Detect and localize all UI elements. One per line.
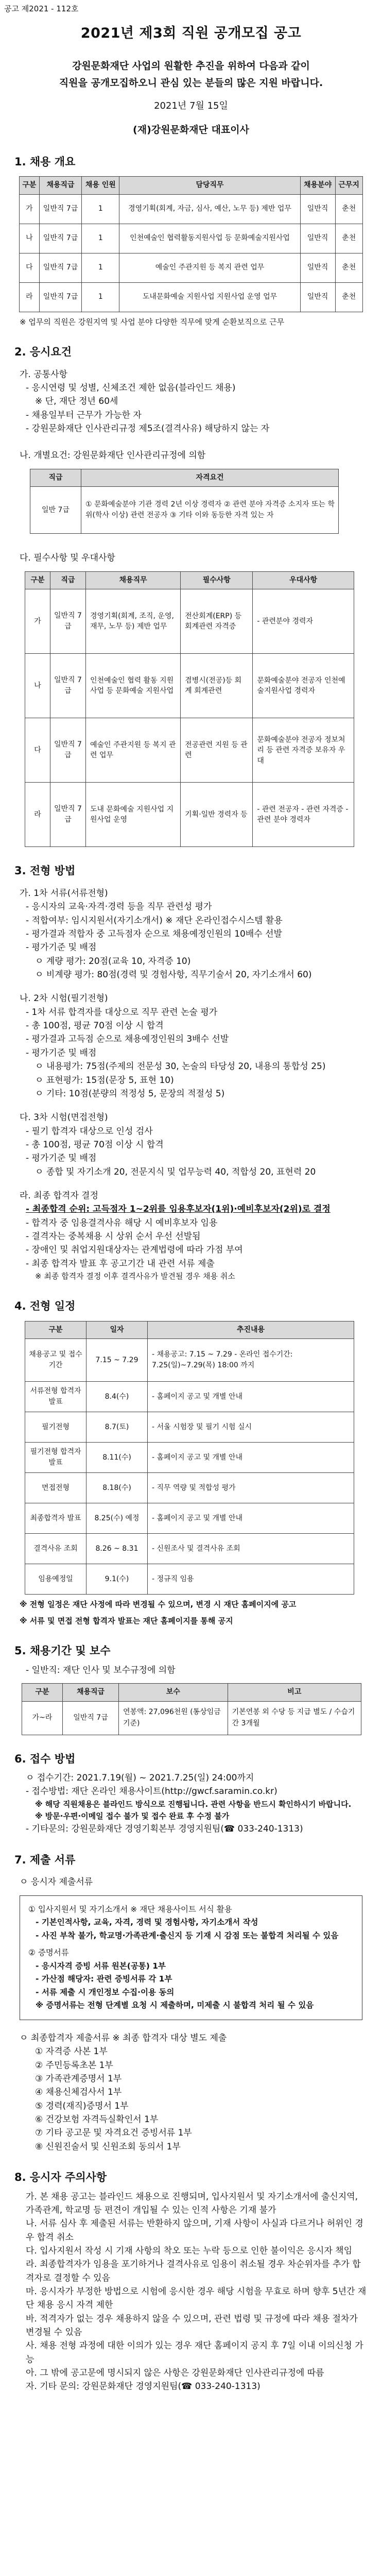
subsection-title: ㅇ 최종합격자 제출서류 ※ 최종 합격자 대상 별도 제출	[20, 2033, 227, 2043]
text-line: - 적합여부: 임시지원서(자기소개서) ※ 재단 온라인접수시스템 활용	[26, 915, 283, 926]
text-line: - 총 100점, 평균 70점 이상 시 합격	[26, 1139, 164, 1150]
table-header: 구분	[20, 177, 40, 195]
table-cell: 1	[82, 253, 119, 282]
text-line: - 총 100점, 평균 70점 이상 시 합격	[26, 1021, 164, 1031]
text-line: - 일반직: 재단 인사 및 보수규정에 의함	[26, 1665, 176, 1675]
table-cell: 도내 문화예술 지원사업 지원사업 운영	[86, 783, 181, 847]
table-cell: 면접전형	[25, 1473, 86, 1503]
table-note: ※ 서류 및 면접 전형 합격자 발표는 재단 홈페이지를 통해 공지	[20, 1616, 233, 1625]
section-title: 8. 응시자 주의사항	[14, 2171, 107, 2184]
box-line: - 가산점 해당자: 관련 증빙서류 각 1부	[36, 1974, 172, 1984]
table-row	[25, 1339, 354, 1382]
notice-number: 공고 제2021 - 112호	[4, 4, 79, 13]
text-line: ㅇ 내용평가: 75점(주제의 전문성 30, 논술의 타당성 20, 내용의 통합성 25)	[35, 1061, 326, 1072]
table-cell: 9.1(수)	[86, 1564, 148, 1595]
recruit-overview-table	[19, 176, 363, 312]
table-header: 비고	[228, 1683, 361, 1701]
text-line: ① 자격증 사본 1부	[35, 2046, 108, 2057]
table-cell: 필기전형	[25, 1412, 86, 1443]
schedule-table	[25, 1321, 354, 1595]
table-cell: 다	[20, 253, 40, 282]
table-cell: 1	[82, 224, 119, 253]
table-row	[25, 1412, 354, 1443]
table-cell: 예술인 주관지원 등 복지 관련 업무	[119, 253, 300, 282]
text-line: ㅇ 비계량 평가: 80점(경력 및 경험사항, 직무기술서 20, 자기소개서 60)	[35, 970, 312, 980]
subsection-title: 가. 1차 서류(서류전형)	[20, 888, 108, 899]
table-header: 추진내용	[148, 1321, 354, 1339]
table-cell: 예술인 주관지원 등 복지 관련 업무	[86, 718, 181, 783]
text-line: ㅇ 기타: 10점(분량의 적정성 5, 문장의 적절성 5)	[35, 1088, 225, 1099]
table-cell: 일반직 7급	[50, 783, 86, 847]
table-cell: 춘천	[335, 224, 362, 253]
table-cell: - 채용공고: 7.15 ~ 7.29 - 온라인 접수기간: 7.25(일)~7.29(목) 18:00 까지	[148, 1339, 354, 1382]
section-title: 7. 제출 서류	[14, 1853, 76, 1866]
text-line: ⑦ 기타 공고문 및 자격요건 증빙서류 1부	[35, 2128, 192, 2139]
table-cell: 라	[25, 783, 50, 847]
subsection-title: 다. 필수사항 및 우대사항	[20, 553, 115, 564]
text-line: 사. 채용 전형 과정에 대한 이의가 있는 경우 재단 홈페이지 공지 후 7일 이내 이의신청 가능	[26, 2341, 363, 2365]
box-line: - 서류 제출 시 개인정보 수집·이용 동의	[36, 1987, 175, 1997]
box-line: ① 입사지원서 및 자기소개서 ※ 재단 채용사이트 서식 활용	[28, 1904, 232, 1914]
table-row	[25, 589, 354, 654]
text-line: 마. 응시자가 부정한 방법으로 시험에 응시한 경우 해당 시험을 무효로 하며 향후 5년간 재단 채용 응시 자격 제한	[26, 2286, 367, 2311]
subsection-title: ㅇ 응시자 제출서류	[20, 1877, 93, 1888]
table-note: ※ 전형 일정은 재단 사정에 따라 변경될 수 있으며, 변경 시 재단 홈페이지에 공고	[20, 1600, 297, 1609]
requirements-table	[25, 571, 354, 848]
table-cell: 8.7(토)	[86, 1412, 148, 1443]
table-cell: 일반직	[300, 194, 335, 224]
table-cell: - 신원조사 및 결격사유 조회	[148, 1534, 354, 1564]
text-line: ④ 채용신체검사서 1부	[35, 2087, 122, 2098]
subsection-title: 가. 공통사항	[20, 369, 67, 380]
text-line: 나. 서류 심사 후 제출된 서류는 반환하지 않으며, 기재 사항이 사실과 다르거나 허위인 경우 합격 취소	[26, 2218, 363, 2243]
table-header: 구분	[22, 1683, 63, 1701]
notice-date: 2021년 7월 15일	[154, 100, 228, 112]
table-row	[25, 1382, 354, 1412]
table-row	[25, 783, 354, 847]
box-line: - 기본인적사항, 교육, 자격, 경력 및 경험사항, 자기소개서 작성	[36, 1918, 258, 1927]
table-header: 담당직무	[119, 177, 300, 195]
table-row	[22, 1701, 361, 1735]
section-title: 1. 채용 개요	[14, 155, 76, 168]
text-line: 다. 입사지원서 작성 시 기재 사항의 착오 또는 누락 등으로 인한 불이익은 응시자 책임	[26, 2246, 353, 2257]
table-cell: 7.15 ~ 7.29	[86, 1339, 148, 1382]
table-header: 보수	[119, 1683, 228, 1701]
table-header: 채용직급	[39, 177, 81, 195]
table-cell: 가	[20, 194, 40, 224]
text-line: ⑥ 건강보험 자격득실확인서 1부	[35, 2114, 159, 2125]
text-line: - 응시연령 및 성별, 신체조건 제한 없음(블라인드 채용)	[26, 383, 236, 394]
section-title: 5. 채용기간 및 보수	[14, 1644, 111, 1657]
table-cell: 필기전형 합격자 발표	[25, 1443, 86, 1473]
table-row	[25, 1534, 354, 1564]
text-line: ※ 단, 재단 정년 60세	[35, 396, 118, 407]
table-cell: - 정규직 임용	[148, 1564, 354, 1595]
table-header: 근무지	[335, 177, 362, 195]
table-cell: 일반직	[300, 224, 335, 253]
table-cell: - 관련분야 경력자	[253, 589, 354, 654]
table-cell: 문화예술분야 전공자 정보처리 등 관련 자격증 보유자 우대	[253, 718, 354, 783]
text-line: - 채용일부터 근무가 가능한 자	[26, 410, 142, 420]
table-cell: - 관련 전공자 - 관련 자격증 - 관련 분야 경력자	[253, 783, 354, 847]
table-cell: ① 문화예술분야 기관 경력 2년 이상 경력자 ② 관련 분야 자격증 소지자 또는 학위(학사 이상) 관련 전공자 ③ 기타 이와 동등한 자격 있는 자	[81, 487, 339, 534]
text-note: ※ 방문·우편·이메일 접수 불가 및 접수 완료 후 수정 불가	[35, 1811, 230, 1821]
table-row	[30, 487, 339, 534]
text-line: - 평가기준 및 배점	[26, 1047, 97, 1058]
table-cell: 춘천	[335, 253, 362, 282]
text-line: - 합격자 중 임용결격사유 해당 시 예비후보자 임용	[26, 1217, 218, 1228]
table-row	[20, 253, 363, 282]
table-cell: 겸병시(전공)등 회계 회계관련	[181, 654, 253, 718]
subsection-title: 라. 최종 합격자 결정	[20, 1190, 98, 1201]
table-cell: 결격사유 조회	[25, 1534, 86, 1564]
table-header-row	[25, 571, 354, 589]
text-line: 아. 그 밖에 공고문에 명시되지 않은 사항은 강원문화재단 인사관리규정에 따름	[26, 2368, 324, 2379]
text-note: ※ 해당 직원채용은 블라인드 방식으로 진행됩니다. 관련 사항을 반드시 확인하시기 바랍니다.	[35, 1799, 352, 1809]
intro-line: 직원을 공개모집하오니 관심 있는 분들의 많은 지원 바랍니다.	[59, 77, 323, 89]
table-row	[25, 1443, 354, 1473]
table-cell: 라	[20, 282, 40, 312]
text-line: - 평가결과 고득점 순으로 채용예정인원의 3배수 선발	[26, 1034, 229, 1045]
table-cell: 기본연봉 외 수당 등 지급 별도 / 수습기간 3개월	[228, 1701, 361, 1735]
table-cell: 일반직 7급	[50, 589, 86, 654]
table-cell: 춘천	[335, 194, 362, 224]
subsection-title: 나. 개별요건: 강원문화재단 인사관리규정에 의함	[20, 450, 206, 461]
text-line: ㅇ 접수기간: 2021.7.19(월) ~ 2021.7.25(일) 24:00까지	[26, 1773, 254, 1784]
table-header-row	[20, 177, 363, 195]
table-cell: 서류전형 합격자 발표	[25, 1382, 86, 1412]
table-row	[25, 1473, 354, 1503]
text-line: ㅇ 표현평가: 15점(문장 5, 표현 10)	[35, 1075, 174, 1086]
text-line: ⑤ 경력(재직)증명서 1부	[35, 2100, 129, 2111]
table-cell: 일반직 7급	[50, 654, 86, 718]
table-header: 채용직급	[63, 1683, 119, 1701]
text-line: - 평가결과 적합자 중 고득점자 순으로 채용예정인원의 10배수 선발	[26, 929, 282, 940]
table-cell: 8.25(수) 예정	[86, 1503, 148, 1534]
text-line: - 필기 합격자 대상으로 인성 검사	[26, 1126, 153, 1137]
text-line: 라. 최종합격자가 임용을 포기하거나 결격사유로 임용이 취소될 경우 차순위자를 추가 합격자로 결정할 수 있음	[26, 2259, 361, 2283]
text-line: - 평가기준 및 배점	[26, 942, 97, 953]
section-title: 4. 전형 일정	[14, 1300, 76, 1313]
table-cell: 연봉액: 27,096천원 (통상임금 기준)	[119, 1701, 228, 1735]
text-line: ㅇ 종합 및 자기소개 20, 전문지식 및 업무능력 40, 적합성 20, 표현력 20	[35, 1166, 316, 1177]
table-cell: 8.4(수)	[86, 1382, 148, 1412]
section-title: 6. 접수 방법	[14, 1752, 76, 1765]
text-line: ⑧ 신원진술서 및 신원조회 동의서 1부	[35, 2141, 181, 2152]
intro-text	[14, 58, 368, 92]
text-line-emphasis: - 최종합격 순위: 고득점자 1~2위를 임용후보자(1위)·예비후보자(2위)로 결정	[26, 1204, 331, 1215]
page-title: 2021년 제3회 직원 공개모집 공고	[80, 25, 302, 41]
table-cell: 일반 7급	[30, 487, 81, 534]
table-cell: 다	[25, 718, 50, 783]
table-cell: - 홈페이지 공고 및 개별 안내	[148, 1443, 354, 1473]
table-cell: 경영기획(회계, 자금, 심사, 예산, 노무 등) 제반 업무	[119, 194, 300, 224]
table-header: 자격요건	[81, 469, 339, 487]
text-line: - 응시자의 교육·자격·경력 등을 직무 관련성 평가	[26, 902, 212, 912]
table-cell: 일반직	[300, 282, 335, 312]
table-cell: - 서울 시험장 및 필기 시험 실시	[148, 1412, 354, 1443]
box-line: ※ 증명서류는 전형 단계별 요청 시 제출하며, 미제출 시 불합격 처리 될 수 있음	[36, 2001, 314, 2010]
table-cell: 인천예술인 협력 활동 지원사업 등 문화예술 지원사업	[86, 654, 181, 718]
table-header: 채용 인원	[82, 177, 119, 195]
text-line: - 강원문화재단 인사관리규정 제5조(결격사유) 해당하지 않는 자	[26, 423, 270, 434]
table-header: 필수사항	[181, 571, 253, 589]
table-header: 직급	[30, 469, 81, 487]
table-header-row	[25, 1321, 354, 1339]
box-line: - 사진 부착 불가, 학교명·가족관계·출신지 등 기재 시 감점 또는 불합격 처리될 수 있음	[36, 1930, 339, 1940]
table-cell: 1	[82, 194, 119, 224]
table-row	[20, 282, 363, 312]
table-header: 일자	[86, 1321, 148, 1339]
text-line: 바. 적격자가 없는 경우 채용하지 않을 수 있으며, 관련 법령 및 규정에 따라 채용 절차가 변경될 수 있음	[26, 2313, 358, 2338]
table-cell: 가	[25, 589, 50, 654]
text-line: - 접수방법: 재단 온라인 채용사이트(http://gwcf.saramin.co.kr)	[26, 1786, 277, 1797]
table-cell: 전산회계(ERP) 등 회계관련 자격증	[181, 589, 253, 654]
section-title: 2. 응시요건	[14, 346, 72, 359]
salary-table	[22, 1683, 361, 1735]
table-cell: 경영기획(회계, 조직, 운영, 재무, 노무 등) 제반 업무	[86, 589, 181, 654]
text-line: - 기타문의: 강원문화재단 경영기획본부 경영지원팀(☎ 033-240-1313)	[26, 1824, 303, 1835]
table-cell: 일반직 7급	[39, 224, 81, 253]
table-header: 우대사항	[253, 571, 354, 589]
text-line: - 결격자는 중복채용 시 상위 순서 우선 선발됨	[26, 1231, 201, 1242]
table-header-row	[30, 469, 339, 487]
text-line: ㅇ 계량 평가: 20점(교육 10, 자격증 10)	[35, 956, 191, 967]
eligibility-table	[30, 469, 339, 534]
table-cell: 8.18(수)	[86, 1473, 148, 1503]
documents-box	[20, 1895, 362, 2021]
text-line: ③ 가족관계증명서 1부	[35, 2074, 122, 2084]
table-cell: 춘천	[335, 282, 362, 312]
table-header: 구분	[25, 1321, 86, 1339]
table-cell: 1	[82, 282, 119, 312]
table-header: 채용분야	[300, 177, 335, 195]
table-cell: 일반직	[300, 253, 335, 282]
table-cell: 일반직 7급	[39, 194, 81, 224]
text-line: 가. 본 채용 공고는 블라인드 채용으로 진행되며, 입사지원서 및 자기소개서에 출신지역, 가족관계, 학교명 등 편견이 개입될 수 있는 인적 사항은 기재 불가	[26, 2191, 358, 2215]
table-cell: 8.11(수)	[86, 1443, 148, 1473]
table-cell: 문화예술분야 전공자 인천예술지원사업 경력자	[253, 654, 354, 718]
table-cell: 인천예술인 협력활동지원사업 등 문화예술지원사업	[119, 224, 300, 253]
table-header: 직급	[50, 571, 86, 589]
organization-name: (재)강원문화재단 대표이사	[133, 124, 249, 136]
table-header: 채용직무	[86, 571, 181, 589]
table-cell: 나	[20, 224, 40, 253]
table-cell: - 홈페이지 공고 및 개별 안내	[148, 1503, 354, 1534]
table-cell: 최종합격자 발표	[25, 1503, 86, 1534]
box-line: ② 증명서류	[28, 1948, 69, 1958]
table-cell: 일반직 7급	[63, 1701, 119, 1735]
table-row	[25, 654, 354, 718]
table-row	[25, 1503, 354, 1534]
table-cell: 나	[25, 654, 50, 718]
table-cell: 도내문화예술 지원사업 지원사업 운영 업무	[119, 282, 300, 312]
table-row	[25, 1564, 354, 1595]
text-line: - 장애인 및 취업지원대상자는 관계법령에 따라 가점 부여	[26, 1245, 243, 1256]
table-cell: 일반직 7급	[39, 282, 81, 312]
table-cell: 채용공고 및 접수기간	[25, 1339, 86, 1382]
table-row	[20, 194, 363, 224]
table-cell: - 직무 역량 및 적합성 평가	[148, 1473, 354, 1503]
table-cell: 기획·일반 경력자 등	[181, 783, 253, 847]
text-line: - 1차 서류 합격자를 대상으로 직무 관련 논술 평가	[26, 1007, 218, 1018]
table-header: 구분	[25, 571, 50, 589]
table-row	[25, 718, 354, 783]
text-line: ② 주민등록초본 1부	[35, 2060, 113, 2071]
table-cell: 전공관련 지원 등 관련	[181, 718, 253, 783]
table-cell: 일반직 7급	[39, 253, 81, 282]
table-note: ※ 업무의 직원은 강원지역 및 사업 분야 다양한 직무에 맞게 순환보직으로 근무	[20, 317, 285, 327]
section-title: 3. 전형 방법	[14, 865, 76, 877]
text-note: ※ 최종 합격자 결정 이후 결격사유가 발견될 경우 채용 취소	[35, 1271, 235, 1281]
subsection-title: 다. 3차 시험(면접전형)	[20, 1112, 108, 1123]
table-cell: 8.26 ~ 8.31	[86, 1534, 148, 1564]
subsection-title: 나. 2차 시험(필기전형)	[20, 993, 108, 1004]
intro-line: 강원문화재단 사업의 원활한 추진을 위하여 다음과 같이	[72, 60, 310, 72]
table-cell: 일반직 7급	[50, 718, 86, 783]
table-header-row	[22, 1683, 361, 1701]
table-cell: 가~라	[22, 1701, 63, 1735]
text-line: - 평가기준 및 배점	[26, 1153, 97, 1164]
table-cell: - 홈페이지 공고 및 개별 안내	[148, 1382, 354, 1412]
table-cell: 임용예정일	[25, 1564, 86, 1595]
table-row	[20, 224, 363, 253]
box-line: - 응시자격 증빙 서류 원본(공통) 1부	[36, 1961, 166, 1971]
text-line: 자. 기타 문의: 강원문화재단 경영지원팀(☎ 033-240-1313)	[26, 2381, 261, 2392]
text-line: - 최종 합격자 발표 후 공고기간 내 관련 서류 제출	[26, 1258, 215, 1269]
